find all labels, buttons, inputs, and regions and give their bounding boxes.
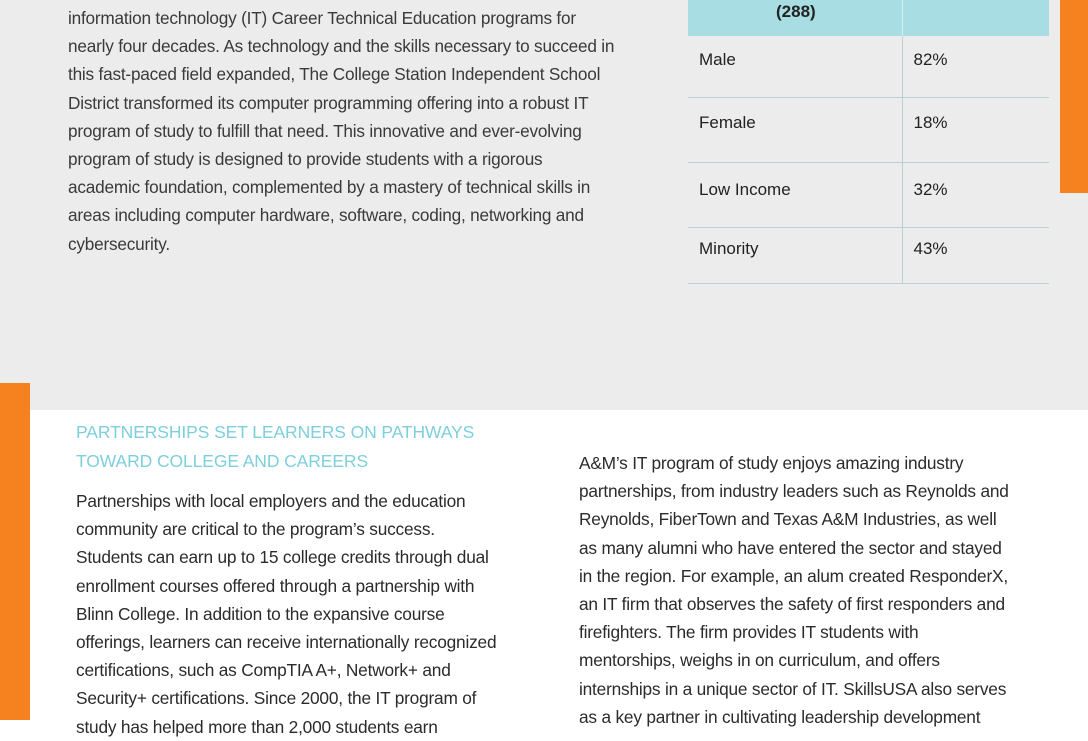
row-value: 43% [902,227,1049,283]
intro-line: cybersecurity. [68,233,170,254]
body-line: an IT firm that observes the safety of first responders and [579,594,1005,615]
intro-line: District transformed its computer programming offering into a robust IT [68,92,589,113]
heading-line: PARTNERSHIPS SET LEARNERS ON PATHWAYS [76,422,475,442]
body-line: Partnerships with local employers and the education [76,491,466,511]
table-row [688,162,1049,227]
body-line: enrollment courses offered through a partnership with [76,575,475,596]
body-line: certifications, such as CompTIA A+, Network+ and [76,660,451,681]
table-row [688,97,1049,162]
intro-line: academic foundation, complemented by a mastery of technical skills in [68,177,591,198]
body-line: Students can earn up to 15 college credits through dual [76,547,489,568]
row-label: Low Income [688,162,902,227]
intro-line: nearly four decades. As technology and the skills necessary to succeed in [68,36,615,57]
body-line: firefighters. The firm provides IT students with [579,622,919,643]
right-orange-accent-bar [1060,0,1088,193]
header-empty-cell [902,0,1049,36]
table-row [688,227,1049,283]
body-line: study has helped more than 2,000 students earn [76,716,438,737]
intro-line: program of study to fulfill that need. This innovative and ever-evolving [68,120,582,141]
left-orange-accent-bar [0,383,30,720]
partnerships-right-column [579,449,1049,731]
header-total-cell: (288) [688,0,902,36]
body-line: offerings, learners can receive internationally recognized [76,632,497,653]
partnerships-left-column [76,487,546,741]
table-row [688,36,1049,97]
row-label: Minority [688,227,902,283]
body-line: Reynolds, FiberTown and Texas A&M Industries, as well [579,509,997,530]
row-value: 18% [902,97,1049,162]
intro-line: this fast-paced field expanded, The College Station Independent School [68,64,601,85]
body-line: mentorships, weighs in on curriculum, and offers [579,650,940,671]
intro-line: areas including computer hardware, software, coding, networking and [68,205,584,226]
body-line: partnerships, from industry leaders such as Reynolds and [579,481,1009,502]
body-line: A&M’s IT program of study enjoys amazing industry [579,453,964,473]
section-heading [76,418,496,475]
row-label: Male [688,36,902,97]
body-line: Blinn College. In addition to the expansive course [76,603,445,624]
row-value: 82% [902,36,1049,97]
body-line: as many alumni who have entered the sector and stayed [579,537,1002,558]
body-line: in the region. For example, an alum created ResponderX, [579,565,1008,586]
row-value: 32% [902,162,1049,227]
heading-line: TOWARD COLLEGE AND CAREERS [76,450,369,471]
demographics-table [688,0,1049,284]
body-line: internships in a unique sector of IT. SkillsUSA also serves [579,678,1007,699]
body-line: Security+ certifications. Since 2000, the IT program of [76,688,477,709]
intro-line: program of study is designed to provide students with a rigorous [68,149,543,170]
intro-line: information technology (IT) Career Technical Education programs for [68,8,576,28]
table-header-row [688,0,1049,36]
body-line: as a key partner in cultivating leadership development [579,706,981,727]
body-line: community are critical to the program’s success. [76,519,435,540]
row-label: Female [688,97,902,162]
intro-paragraph [68,4,648,258]
